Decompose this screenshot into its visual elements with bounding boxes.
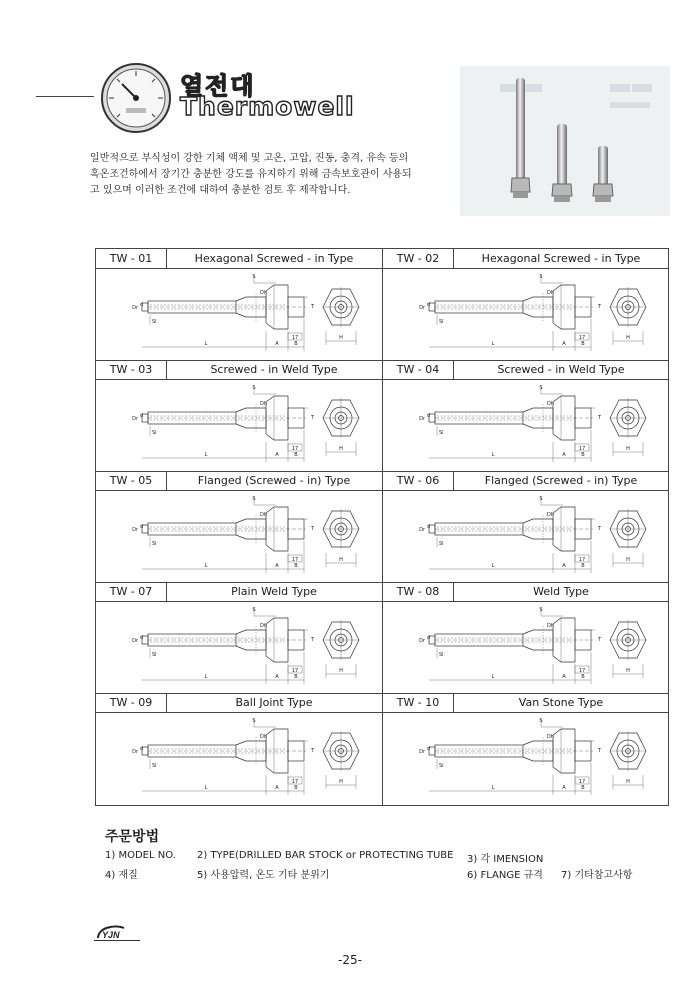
dim-label-l: L: [204, 563, 208, 569]
type-code: TW - 07: [96, 582, 167, 601]
dim-label-dr: Dr: [419, 416, 425, 422]
type-cell-tw01: [96, 249, 382, 360]
technical-drawing-svg: [419, 718, 663, 801]
dim-label-l: L: [491, 452, 495, 458]
type-code: TW - 01: [96, 249, 167, 268]
s-leader: [254, 608, 276, 616]
dim-label-b: B: [294, 785, 298, 791]
order-item: 1) MODEL NO.: [105, 850, 176, 861]
type-code: TW - 09: [96, 693, 167, 712]
s-leader: [254, 275, 276, 283]
dim-label-l: L: [204, 785, 208, 791]
order-item: 3) 각 IMENSION: [467, 854, 544, 865]
dim-label-l: L: [491, 341, 495, 347]
type-name: Ball Joint Type: [235, 696, 313, 709]
type-code: TW - 04: [383, 360, 454, 379]
dim-label-dr: Dr: [132, 416, 138, 422]
type-cell-tw07: [96, 582, 382, 693]
dim-label-dr: Dr: [419, 749, 425, 755]
type-cell-tw08: [383, 582, 669, 693]
dim-label-t: T: [311, 415, 315, 421]
dim-label-seventeen: 17: [291, 779, 299, 785]
type-header: [383, 693, 669, 713]
dim-label-l: L: [491, 674, 495, 680]
dim-label-h: H: [339, 668, 343, 674]
dim-label-d: d: [140, 635, 144, 641]
type-name: Hexagonal Screwed - in Type: [481, 252, 641, 265]
type-name: Flanged (Screwed - in) Type: [484, 474, 638, 487]
type-code: TW - 08: [383, 582, 454, 601]
order-item: 6) FLANGE 규격: [467, 870, 543, 881]
type-header: [96, 693, 382, 713]
order-method-title: 주문방법: [105, 829, 160, 845]
dim-label-a: A: [275, 563, 279, 569]
dim-label-t: T: [598, 415, 602, 421]
type-header: [96, 582, 382, 602]
dim-label-sl: Sl: [152, 541, 157, 547]
thermowell-type-table: [95, 248, 669, 806]
thermowell-drawing: [132, 274, 376, 357]
type-header: [96, 360, 382, 380]
dim-label-dr: Dr: [132, 527, 138, 533]
dim-label-seventeen: 17: [578, 446, 586, 452]
dim-label-t: T: [598, 526, 602, 532]
technical-drawing-svg: [419, 607, 663, 690]
title-english: Thermowell: [180, 92, 355, 121]
dim-label-dh: Dh: [260, 734, 268, 740]
dim-label-dh: Dh: [547, 290, 555, 296]
dim-label-s: S: [252, 496, 256, 502]
dim-label-h: H: [626, 557, 630, 563]
dim-label-seventeen: 17: [291, 335, 299, 341]
type-name: Van Stone Type: [518, 696, 604, 709]
dim-label-a: A: [275, 785, 279, 791]
dim-label-dh: Dh: [260, 290, 268, 296]
dim-label-a: A: [562, 674, 566, 680]
dim-label-dh: Dh: [260, 623, 268, 629]
type-name: Plain Weld Type: [231, 585, 317, 598]
dim-label-d: d: [427, 635, 431, 641]
dim-label-dr: Dr: [419, 527, 425, 533]
type-code: TW - 02: [383, 249, 454, 268]
dim-label-dh: Dh: [547, 401, 555, 407]
thermowell-drawing: [419, 496, 663, 579]
dim-label-d: d: [427, 746, 431, 752]
technical-drawing-svg: [132, 274, 376, 357]
dim-label-h: H: [339, 779, 343, 785]
type-cell-tw04: [383, 360, 669, 471]
technical-drawing-svg: [132, 718, 376, 801]
logo-underline: [94, 940, 140, 941]
dim-label-s: S: [252, 718, 256, 724]
dim-label-b: B: [581, 785, 585, 791]
dim-label-l: L: [204, 674, 208, 680]
type-cell-tw09: [96, 693, 382, 804]
dim-label-h: H: [626, 335, 630, 341]
dim-label-dr: Dr: [419, 305, 425, 311]
dim-label-d: d: [140, 413, 144, 419]
dim-label-s: S: [539, 607, 543, 613]
title-korean: 열전대: [180, 72, 256, 100]
technical-drawing-svg: [132, 385, 376, 468]
dim-label-a: A: [562, 341, 566, 347]
s-leader: [541, 275, 563, 283]
dim-label-s: S: [252, 607, 256, 613]
type-cell-tw06: [383, 471, 669, 582]
dim-label-l: L: [491, 785, 495, 791]
dim-label-b: B: [581, 452, 585, 458]
type-header: [96, 249, 382, 269]
dim-label-d: d: [140, 524, 144, 530]
dim-label-h: H: [339, 557, 343, 563]
dim-label-seventeen: 17: [578, 668, 586, 674]
dim-label-a: A: [275, 341, 279, 347]
dim-label-dr: Dr: [132, 305, 138, 311]
dim-label-l: L: [204, 341, 208, 347]
dim-label-seventeen: 17: [578, 335, 586, 341]
technical-drawing-svg: [132, 496, 376, 579]
dim-label-sl: Sl: [439, 541, 444, 547]
order-item: 5) 사용압력, 온도 기타 분위기: [197, 870, 330, 881]
dim-label-dh: Dh: [260, 512, 268, 518]
dim-label-sl: Sl: [152, 319, 157, 325]
thermowell-photo: [460, 66, 670, 216]
dim-label-sl: Sl: [439, 319, 444, 325]
dim-label-b: B: [294, 674, 298, 680]
type-cell-tw05: [96, 471, 382, 582]
dim-label-d: d: [140, 302, 144, 308]
thermowell-drawing: [132, 385, 376, 468]
dim-label-dh: Dh: [547, 734, 555, 740]
dim-label-t: T: [311, 637, 315, 643]
dim-label-t: T: [598, 748, 602, 754]
type-header: [383, 471, 669, 491]
thermowell-drawing: [419, 718, 663, 801]
intro-line: 고 있으며 이러한 조건에 대하여 충분한 검토 후 제작합니다.: [90, 185, 351, 196]
s-leader: [541, 608, 563, 616]
dim-label-t: T: [598, 637, 602, 643]
type-code: TW - 06: [383, 471, 454, 490]
dim-label-seventeen: 17: [291, 557, 299, 563]
dim-label-sl: Sl: [439, 430, 444, 436]
dim-label-d: d: [427, 524, 431, 530]
intro-paragraph: [90, 151, 450, 199]
dim-label-l: L: [491, 563, 495, 569]
s-leader: [254, 497, 276, 505]
dim-label-t: T: [311, 748, 315, 754]
order-item: 2) TYPE(DRILLED BAR STOCK or PROTECTING TUBE: [197, 850, 454, 861]
dim-label-b: B: [294, 452, 298, 458]
dim-label-d: d: [427, 302, 431, 308]
dim-label-h: H: [339, 446, 343, 452]
dim-label-seventeen: 17: [578, 779, 586, 785]
dim-label-b: B: [581, 563, 585, 569]
type-code: TW - 10: [383, 693, 454, 712]
dim-label-a: A: [275, 452, 279, 458]
type-name: Flanged (Screwed - in) Type: [197, 474, 351, 487]
technical-drawing-svg: [419, 496, 663, 579]
dim-label-s: S: [539, 274, 543, 280]
order-item: 4) 재질: [105, 870, 138, 881]
dim-label-a: A: [562, 452, 566, 458]
type-name: Hexagonal Screwed - in Type: [194, 252, 354, 265]
dim-label-seventeen: 17: [291, 446, 299, 452]
dim-label-sl: Sl: [152, 430, 157, 436]
dim-label-b: B: [294, 563, 298, 569]
technical-drawing-svg: [419, 274, 663, 357]
technical-drawing-svg: [132, 607, 376, 690]
order-item: 7) 기타참고사항: [561, 870, 633, 881]
type-cell-tw02: [383, 249, 669, 360]
thermowell-drawing: [419, 274, 663, 357]
type-name: Weld Type: [533, 585, 589, 598]
dim-label-t: T: [598, 304, 602, 310]
dim-label-dh: Dh: [547, 512, 555, 518]
dim-label-a: A: [275, 674, 279, 680]
dim-label-l: L: [204, 452, 208, 458]
company-logo: [94, 922, 142, 942]
type-header: [383, 360, 669, 380]
dim-label-h: H: [626, 668, 630, 674]
dim-label-b: B: [581, 674, 585, 680]
type-header: [383, 582, 669, 602]
type-code: TW - 03: [96, 360, 167, 379]
s-leader: [541, 386, 563, 394]
logo-text: YJN: [102, 930, 120, 940]
dim-label-b: B: [294, 341, 298, 347]
s-leader: [541, 719, 563, 727]
dim-label-s: S: [539, 718, 543, 724]
dim-label-dr: Dr: [419, 638, 425, 644]
thermowell-drawing: [419, 607, 663, 690]
dim-label-dr: Dr: [132, 638, 138, 644]
type-header: [383, 249, 669, 269]
thermowell-drawing: [419, 385, 663, 468]
dim-label-s: S: [252, 385, 256, 391]
thermowell-drawing: [132, 607, 376, 690]
s-leader: [541, 497, 563, 505]
dim-label-t: T: [311, 304, 315, 310]
dim-label-h: H: [626, 446, 630, 452]
dim-label-d: d: [427, 413, 431, 419]
dim-label-dr: Dr: [132, 749, 138, 755]
header-rule: [36, 96, 94, 97]
page-number: -25-: [338, 953, 362, 967]
dim-label-dh: Dh: [547, 623, 555, 629]
type-code: TW - 05: [96, 471, 167, 490]
dim-label-s: S: [252, 274, 256, 280]
dim-label-sl: Sl: [439, 652, 444, 658]
dim-label-b: B: [581, 341, 585, 347]
dim-label-h: H: [339, 335, 343, 341]
type-cell-tw03: [96, 360, 382, 471]
gauge-illustration: [100, 62, 172, 134]
type-header: [96, 471, 382, 491]
s-leader: [254, 719, 276, 727]
intro-line: 혹온조건하에서 장기간 충분한 강도를 유지하기 위해 금속보호관이 사용되: [90, 169, 412, 180]
dim-label-s: S: [539, 385, 543, 391]
dim-label-a: A: [562, 563, 566, 569]
dim-label-seventeen: 17: [578, 557, 586, 563]
type-name: Screwed - in Weld Type: [210, 363, 338, 376]
type-name: Screwed - in Weld Type: [497, 363, 625, 376]
s-leader: [254, 386, 276, 394]
thermowell-drawing: [132, 496, 376, 579]
thermowell-drawing: [132, 718, 376, 801]
dim-label-d: d: [140, 746, 144, 752]
dim-label-seventeen: 17: [291, 668, 299, 674]
dim-label-dh: Dh: [260, 401, 268, 407]
dim-label-a: A: [562, 785, 566, 791]
dim-label-sl: Sl: [152, 652, 157, 658]
dim-label-t: T: [311, 526, 315, 532]
type-cell-tw10: [383, 693, 669, 804]
dim-label-sl: Sl: [152, 763, 157, 769]
dim-label-s: S: [539, 496, 543, 502]
dim-label-h: H: [626, 779, 630, 785]
intro-line: 일반적으로 부식성이 강한 기체 액체 및 고온, 고압, 진동, 충격, 유속 등의: [90, 153, 409, 164]
dim-label-sl: Sl: [439, 763, 444, 769]
technical-drawing-svg: [419, 385, 663, 468]
